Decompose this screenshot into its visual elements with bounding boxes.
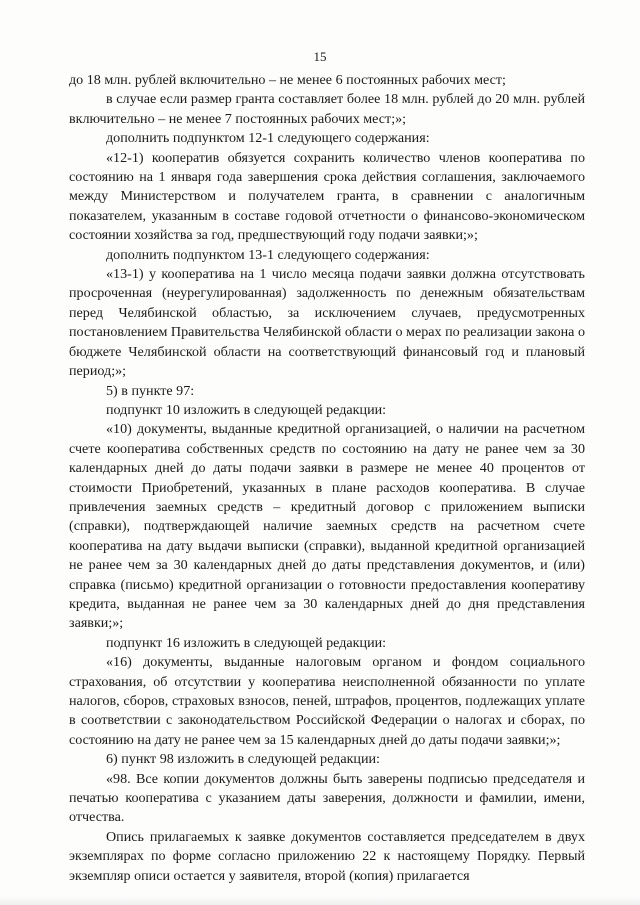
page-number: 15: [313, 49, 327, 64]
paragraph: Опись прилагаемых к заявке документов составляется председателем в двух экземплярах по форме согласно приложению 22 к настоящему Порядку. Первый экземпляр описи остается у заявителя, второй (копия) прилагается: [69, 828, 585, 884]
paragraph: подпункт 16 изложить в следующей редакции:: [106, 634, 387, 651]
paragraph: «16) документы, выданные налоговым органом и фондом социального страхования, об отсутствии у кооператива неисполненной обязанности по уплате налогов, сборов, страховых взносов, пеней, штрафов, процентов, подлежащих уплате в соответствии с законодательством Российской Федерации о налогах и сборах, по состоянию на дату не ранее чем за 15 календарных дней до даты подачи заявки;»;: [69, 654, 585, 748]
paragraph: 5) в пункте 97:: [106, 382, 195, 399]
paragraph: дополнить подпунктом 12-1 следующего содержания:: [106, 130, 430, 147]
paragraph: «12-1) кооператив обязуется сохранить количество членов кооператива по состоянию на 1 января года завершения срока действия соглашения, заключаемого между Министерством и получателем гранта, в сравнении с аналогичным показателем, указанным в составе годовой отчетности о финансово-экономическом состоянии хозяйства за год, предшествующий году подачи заявки;»;: [69, 149, 585, 244]
paragraph: «98. Все копии документов должны быть заверены подписью председателя и печатью кооператива с указанием даты заверения, должности и фамилии, имени, отчества.: [69, 770, 585, 826]
paragraph: в случае если размер гранта составляет более 18 млн. рублей до 20 млн. рублей включительно – не менее 7 постоянных рабочих мест;»;: [69, 91, 585, 127]
document-body: [69, 71, 585, 886]
paragraph: дополнить подпунктом 13-1 следующего содержания:: [106, 246, 430, 263]
paragraph: 6) пункт 98 изложить в следующей редакции:: [106, 751, 380, 768]
paragraph: до 18 млн. рублей включительно – не менее 6 постоянных рабочих мест;: [69, 72, 506, 88]
scan-edge-shadow: [0, 897, 640, 905]
paragraph: подпункт 10 изложить в следующей редакции:: [106, 401, 387, 418]
paragraph: «10) документы, выданные кредитной организацией, о наличии на расчетном счете кооператива собственных средств по состоянию на дату не ранее чем за 30 календарных дней до даты подачи заявки в размере не менее 40 процентов от стоимости Приобретений, указанных в плане расходов кооператива. В случае привлечения заемных средств – кредитный договор с приложением выписки (справки), подтверждающей наличие заемных средств на расчетном счете кооператива на дату выдачи выписки (справки), выданной кредитной организацией не ранее чем за 30 календарных дней до даты представления документов, и (или) справка (письмо) кредитной организации о готовности предоставления кооперативу кредита, выданная не ранее чем за 30 календарных дней до дня представления заявки;»;: [69, 421, 585, 632]
paragraph: «13-1) у кооператива на 1 число месяца подачи заявки должна отсутствовать просроченная (неурегулированная) задолженность по денежным обязательствам перед Челябинской областью, за исключением случаев, предусмотренных постановлением Правительства Челябинской области о мерах по реализации закона о бюджете Челябинской области на соответствующий финансовый год и плановый период;»;: [69, 266, 585, 380]
